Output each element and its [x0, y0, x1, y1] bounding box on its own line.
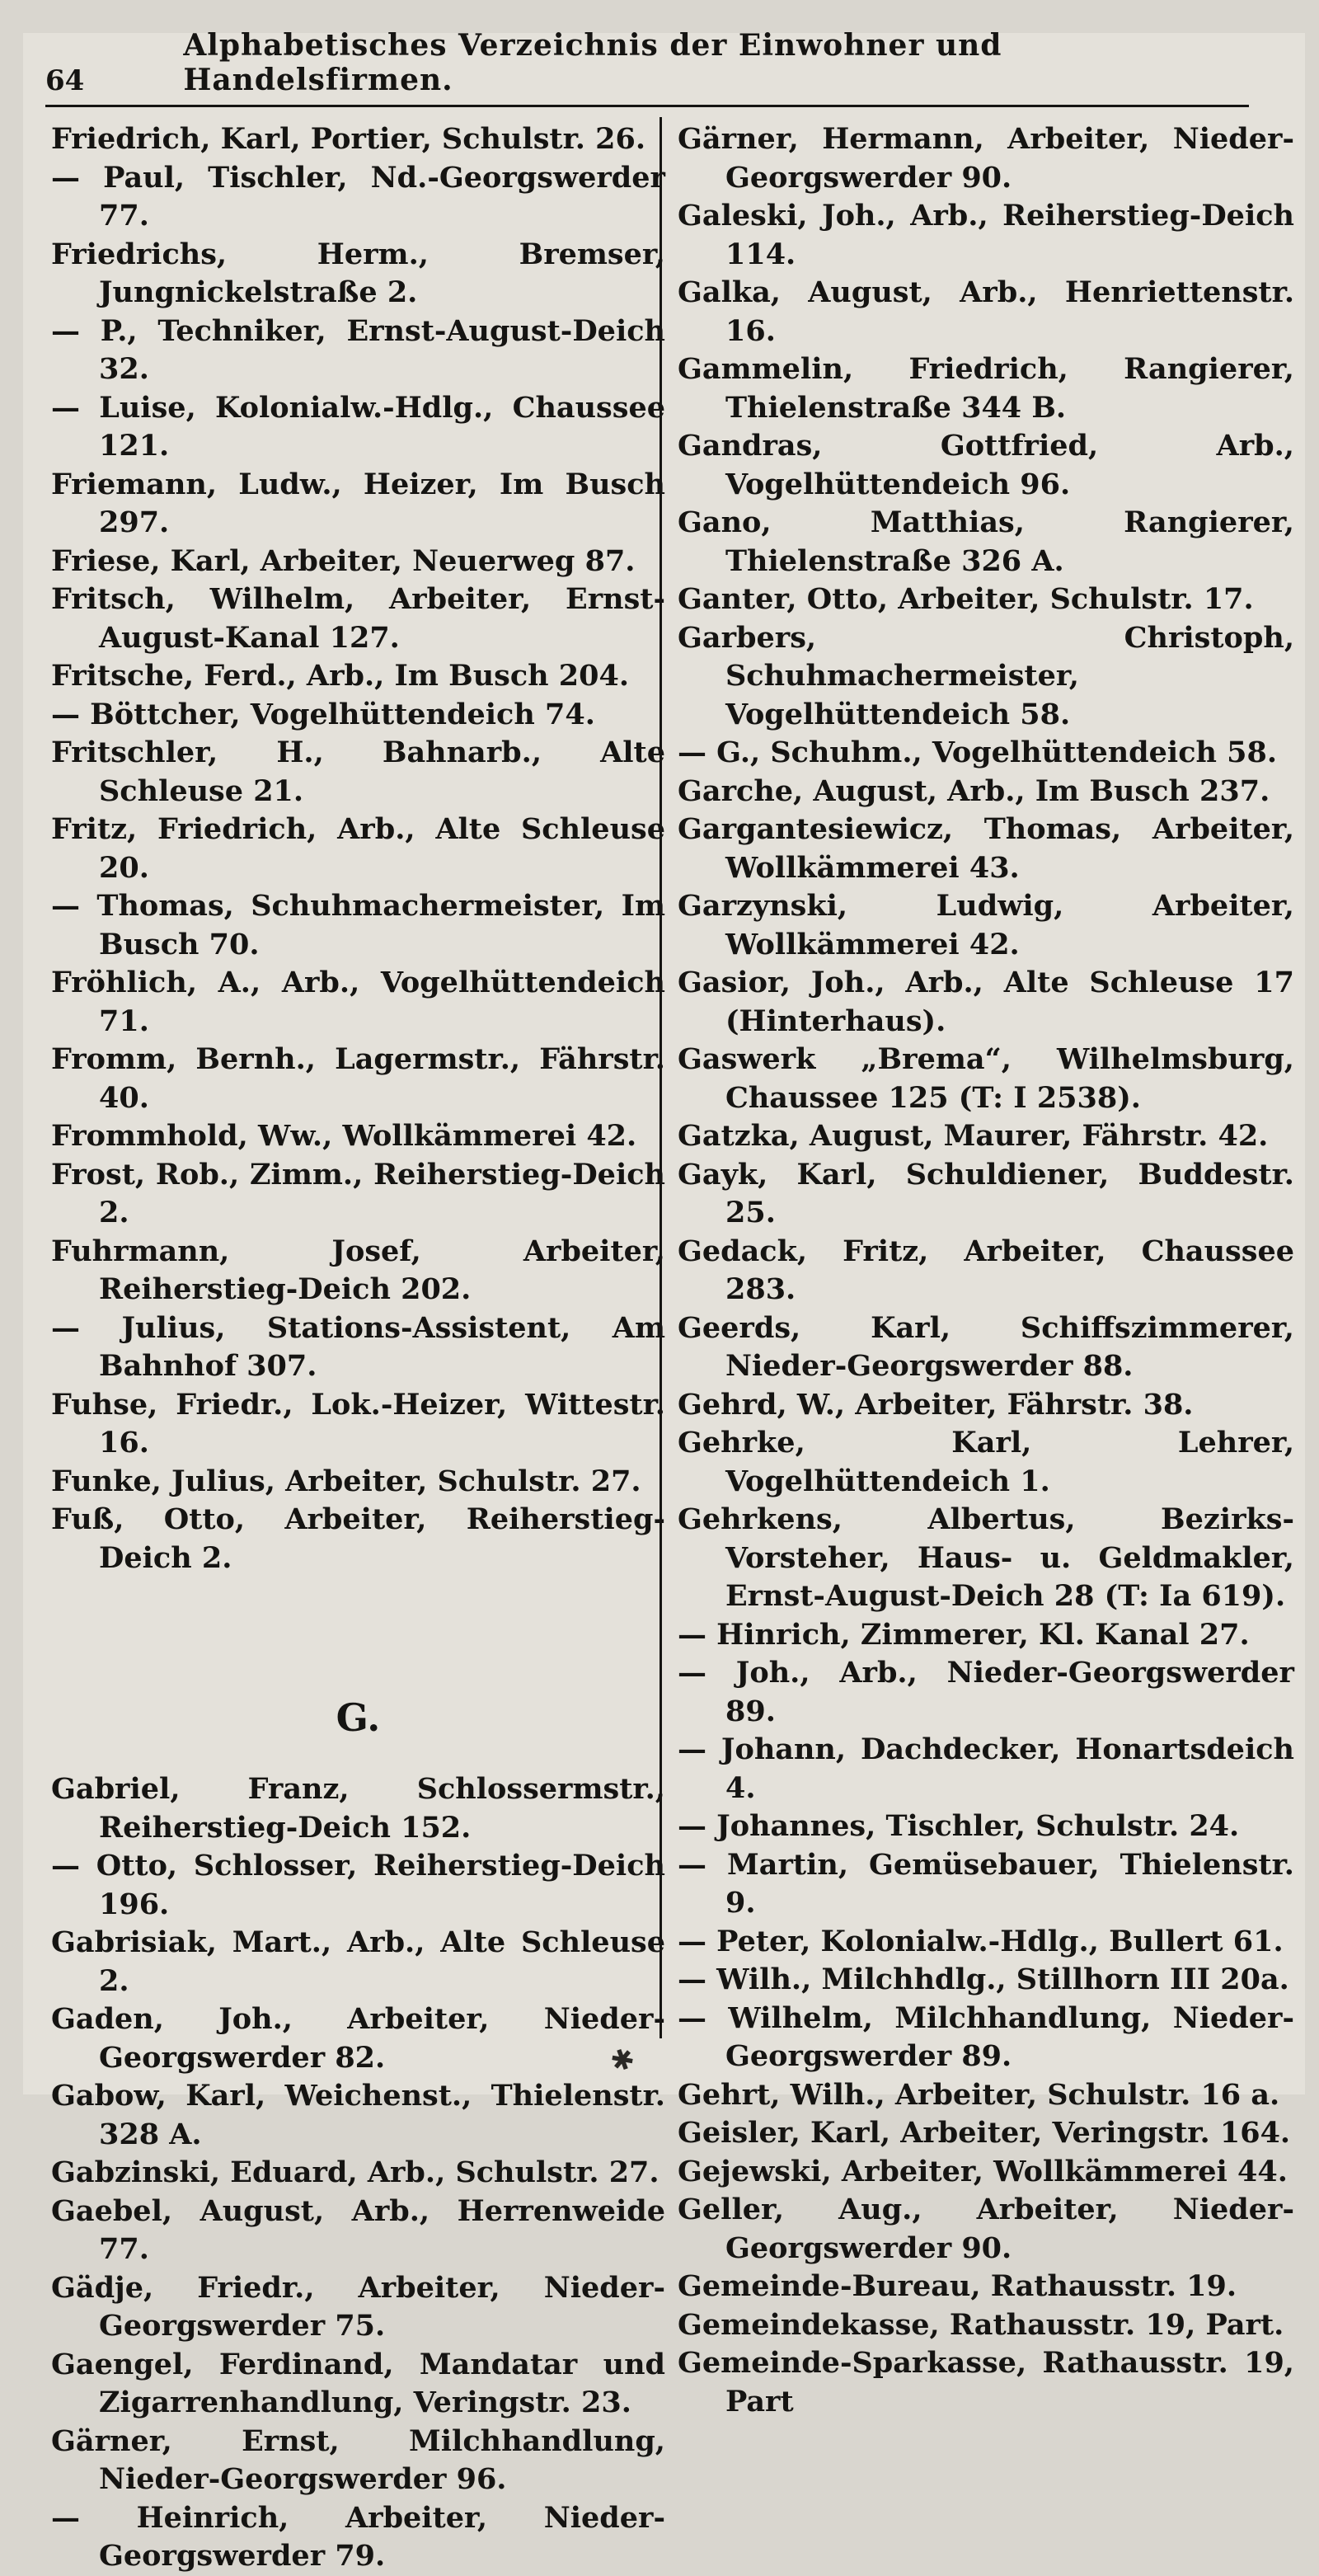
- list-item: — Wilh., Milchhdlg., Stillhorn III 20a.: [678, 1963, 1289, 1996]
- list-item: Friese, Karl, Arbeiter, Neuerweg 87.: [51, 543, 636, 578]
- list-item: Fritsch, Wilhelm, Arbeiter, Ernst-August-Kanal 127.: [51, 582, 665, 655]
- list-item: Gabzinski, Eduard, Arb., Schulstr. 27.: [51, 2155, 660, 2189]
- list-item: Gaswerk „Brema“, Wilhelmsburg, Chaussee 125 (T: I 2538).: [678, 1042, 1294, 1115]
- list-item: Geller, Aug., Arbeiter, Nieder-Georgswerder 90.: [678, 2193, 1294, 2265]
- list-item: Garbers, Christoph, Schuhmachermeister, Vogelhüttendeich 58.: [678, 620, 1294, 731]
- list-item: Gehrkens, Albertus, Bezirks-Vorsteher, Haus- u. Geldmakler, Ernst-August-Deich 28 (T: Ia 619).: [678, 1502, 1294, 1613]
- list-item: Gandras, Gottfried, Arb., Vogelhüttendeich 96.: [678, 429, 1294, 501]
- list-item: Gabrisiak, Mart., Arb., Alte Schleuse 2.: [51, 1925, 665, 1998]
- list-item: Gaengel, Ferdinand, Mandatar und Zigarrenhandlung, Veringstr. 23.: [51, 2347, 665, 2419]
- list-item: Galka, August, Arb., Henriettenstr. 16.: [678, 275, 1294, 348]
- list-item: Fritz, Friedrich, Arb., Alte Schleuse 20.: [51, 812, 665, 885]
- list-item: Gädje, Friedr., Arbeiter, Nieder-Georgswerder 75.: [51, 2270, 665, 2343]
- section-letter-g: G.: [336, 1695, 381, 1740]
- list-item: Gargantesiewicz, Thomas, Arbeiter, Wollkämmerei 43.: [678, 812, 1294, 885]
- list-item: Gammelin, Friedrich, Rangierer, Thielenstraße 344 B.: [678, 352, 1294, 425]
- page-number: 64: [45, 64, 85, 97]
- list-item: — P., Techniker, Ernst-August-Deich 32.: [51, 313, 665, 386]
- list-item: — Martin, Gemüsebauer, Thielenstr. 9.: [678, 1847, 1294, 1920]
- list-item: Galeski, Joh., Arb., Reiherstieg-Deich 114.: [678, 199, 1294, 271]
- list-item: Gehrd, W., Arbeiter, Fährstr. 38.: [678, 1387, 1194, 1422]
- list-item: Fröhlich, A., Arb., Vogelhüttendeich 71.: [51, 966, 665, 1038]
- list-item: Gärner, Hermann, Arbeiter, Nieder-Georgswerder 90.: [678, 122, 1294, 195]
- list-item: Gasior, Joh., Arb., Alte Schleuse 17 (Hinterhaus).: [678, 966, 1294, 1038]
- list-item: — Johannes, Tischler, Schulstr. 24.: [678, 1809, 1240, 1843]
- list-item: Gaden, Joh., Arbeiter, Nieder-Georgswerder 82.: [51, 2002, 665, 2075]
- list-item: — Thomas, Schuhmachermeister, Im Busch 70.: [51, 889, 665, 961]
- list-item: Fritsche, Ferd., Arb., Im Busch 204.: [51, 659, 630, 693]
- list-item: — Otto, Schlosser, Reiherstieg-Deich 196.: [51, 1849, 665, 1921]
- list-item: Fuhse, Friedr., Lok.-Heizer, Wittestr. 16.: [51, 1387, 665, 1460]
- right-column: [678, 120, 1294, 2421]
- list-item: Fritschler, H., Bahnarb., Alte Schleuse 21.: [51, 736, 665, 808]
- list-item: Fuhrmann, Josef, Arbeiter, Reiherstieg-Deich 202.: [51, 1234, 665, 1306]
- list-item: Funke, Julius, Arbeiter, Schulstr. 27.: [51, 1464, 641, 1498]
- list-item: Ganter, Otto, Arbeiter, Schulstr. 17.: [678, 582, 1254, 616]
- list-item: Gayk, Karl, Schuldiener, Buddestr. 25.: [678, 1157, 1294, 1229]
- list-item: Gabow, Karl, Weichenst., Thielenstr. 328 A.: [51, 2079, 665, 2151]
- list-item: Gemeinde-Sparkasse, Rathausstr. 19, Part: [678, 2346, 1294, 2419]
- list-item: Gemeinde-Bureau, Rathausstr. 19.: [678, 2269, 1237, 2303]
- ink-smudge: ✱: [606, 2041, 640, 2080]
- list-item: Frost, Rob., Zimm., Reiherstieg-Deich 2.: [51, 1157, 665, 1229]
- list-item: Fuß, Otto, Arbeiter, Reiherstieg-Deich 2.: [51, 1502, 665, 1575]
- list-item: Friedrichs, Herm., Bremser, Jungnickelstraße 2.: [51, 237, 665, 309]
- list-item: Gatzka, August, Maurer, Fährstr. 42.: [678, 1119, 1269, 1153]
- list-item: — Wilhelm, Milchhandlung, Nieder-Georgswerder 89.: [678, 2000, 1294, 2073]
- list-item: Gehrke, Karl, Lehrer, Vogelhüttendeich 1.: [678, 1426, 1294, 1498]
- list-item: Gärner, Ernst, Milchhandlung, Nieder-Georgswerder 96.: [51, 2423, 665, 2496]
- list-item: — Hinrich, Zimmerer, Kl. Kanal 27.: [678, 1617, 1250, 1652]
- list-item: Geisler, Karl, Arbeiter, Veringstr. 164.: [678, 2116, 1291, 2150]
- header-rule: [45, 105, 1249, 107]
- list-item: — Johann, Dachdecker, Honartsdeich 4.: [678, 1732, 1294, 1805]
- list-item: — Luise, Kolonialw.-Hdlg., Chaussee 121.: [51, 390, 665, 463]
- list-item: Gano, Matthias, Rangierer, Thielenstraße 326 A.: [678, 505, 1294, 578]
- list-item: — Paul, Tischler, Nd.-Georgswerder 77.: [51, 160, 665, 233]
- list-item: Garche, August, Arb., Im Busch 237.: [678, 773, 1270, 808]
- page-header: [45, 28, 1241, 97]
- list-item: Fromm, Bernh., Lagermstr., Fährstr. 40.: [51, 1042, 665, 1115]
- list-item: — Julius, Stations-Assistent, Am Bahnhof 307.: [51, 1310, 665, 1383]
- list-item: — Joh., Arb., Nieder-Georgswerder 89.: [678, 1656, 1294, 1728]
- list-item: — Heinrich, Arbeiter, Nieder-Georgswerder 79.: [51, 2500, 665, 2573]
- list-item: Gedack, Fritz, Arbeiter, Chaussee 283.: [678, 1234, 1294, 1306]
- list-item: Friemann, Ludw., Heizer, Im Busch 297.: [51, 467, 665, 539]
- list-item: — G., Schuhm., Vogelhüttendeich 58.: [678, 736, 1278, 769]
- list-item: Geerds, Karl, Schiffszimmerer, Nieder-Georgswerder 88.: [678, 1310, 1294, 1383]
- list-item: Gejewski, Arbeiter, Wollkämmerei 44.: [678, 2154, 1288, 2188]
- list-item: Gemeindekasse, Rathausstr. 19, Part.: [678, 2307, 1284, 2342]
- running-title: Alphabetisches Verzeichnis der Einwohner und Handelsfirmen.: [183, 28, 1002, 97]
- list-item: — Peter, Kolonialw.-Hdlg., Bullert 61.: [678, 1924, 1284, 1958]
- list-item: Frommhold, Ww., Wollkämmerei 42.: [51, 1119, 637, 1153]
- list-item: Gaebel, August, Arb., Herrenweide 77.: [51, 2193, 665, 2266]
- list-item: Gehrt, Wilh., Arbeiter, Schulstr. 16 a.: [678, 2077, 1280, 2112]
- list-item: Gabriel, Franz, Schlossermstr., Reiherstieg-Deich 152.: [51, 1772, 665, 1845]
- list-item: Garzynski, Ludwig, Arbeiter, Wollkämmerei 42.: [678, 889, 1294, 961]
- list-item: — Böttcher, Vogelhüttendeich 74.: [51, 697, 595, 731]
- left-column: [51, 120, 665, 2576]
- list-item: Friedrich, Karl, Portier, Schulstr. 26.: [51, 122, 646, 156]
